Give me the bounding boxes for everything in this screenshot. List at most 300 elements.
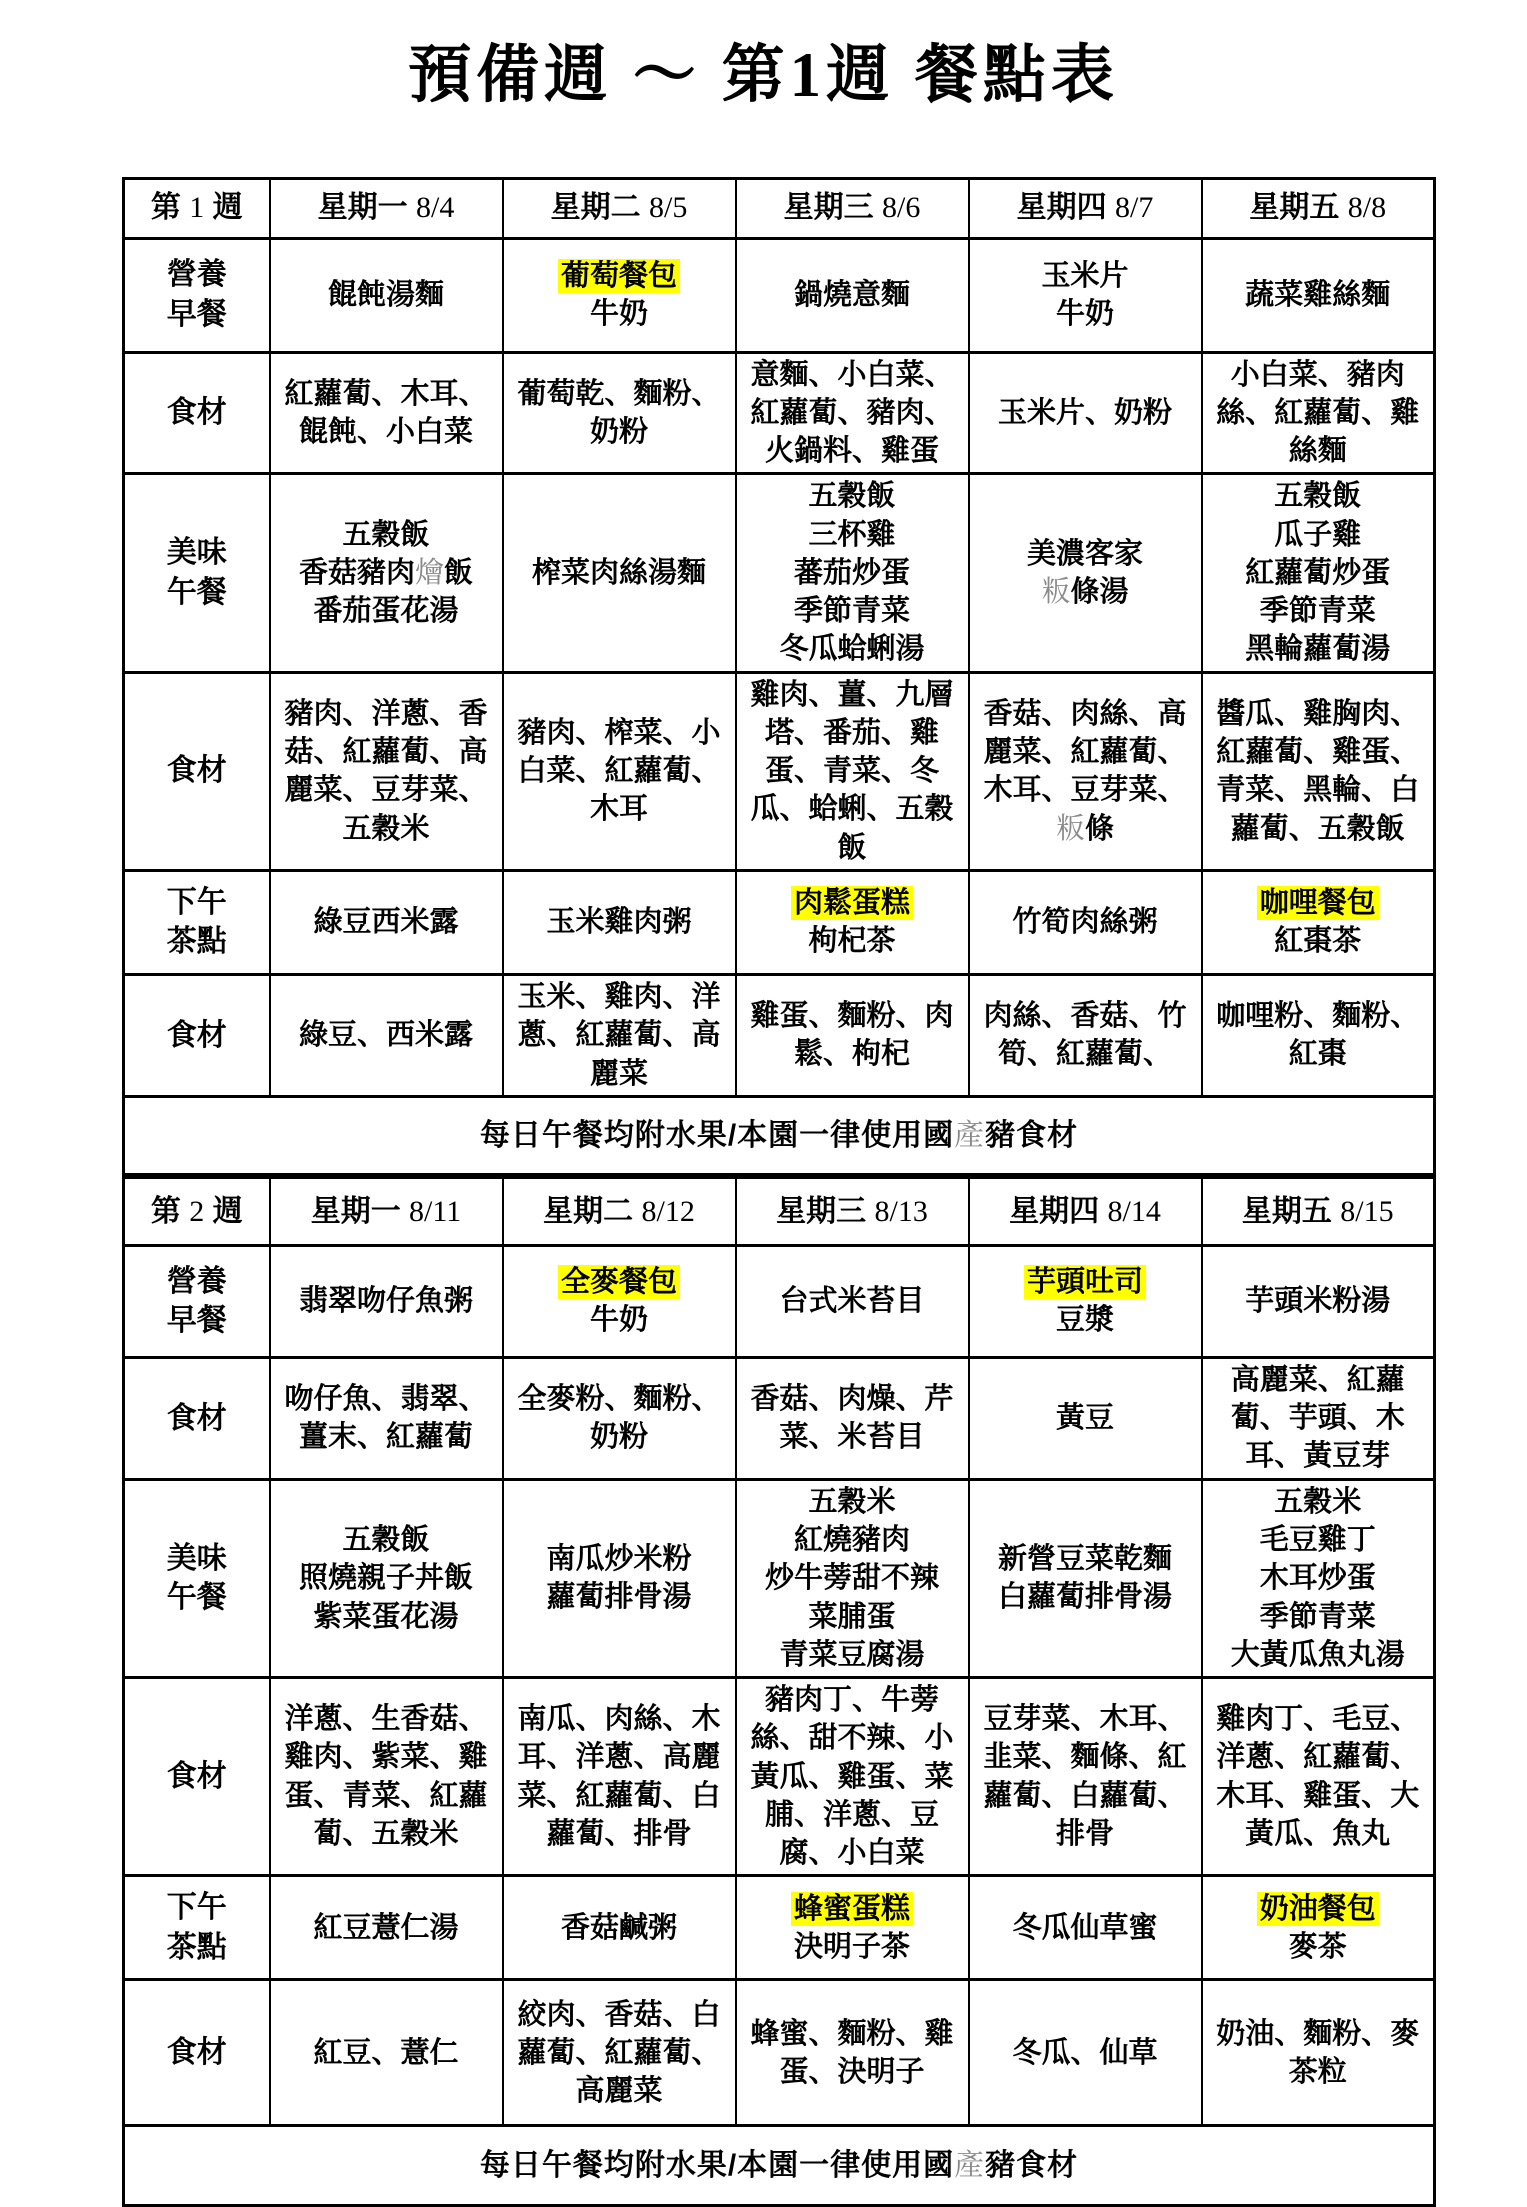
cell-line xyxy=(133,2033,261,2073)
text-segment: 麥茶 xyxy=(1288,1930,1347,1963)
highlighted-dish: 肉鬆蛋糕 xyxy=(791,886,913,920)
day-header-cell xyxy=(270,178,503,238)
cell-line xyxy=(745,1521,960,1559)
text-segment: 第 xyxy=(150,1194,181,1228)
text-segment: 小白菜、豬肉絲、紅蘿蔔、雞絲麵 xyxy=(1216,358,1420,468)
text-segment: 葡萄乾、麵粉、奶粉 xyxy=(517,377,721,448)
cell-line xyxy=(512,1700,727,1853)
text-segment: 五穀米 xyxy=(1274,1485,1362,1518)
alt-font-char: 產 xyxy=(954,1118,986,1152)
text-segment: 蘿蔔排骨湯 xyxy=(546,1581,692,1614)
note-row xyxy=(124,2126,1435,2206)
row-label-cell xyxy=(124,238,270,352)
cell-line xyxy=(133,573,261,613)
cell-line xyxy=(1211,356,1426,471)
ingredient-cell xyxy=(1202,974,1435,1096)
ingredient-cell xyxy=(503,974,736,1096)
meal-cell xyxy=(270,1245,503,1357)
day-date: 8/5 xyxy=(649,191,688,225)
cell-line xyxy=(1211,922,1426,960)
day-date: 8/12 xyxy=(641,1194,695,1228)
text-segment: 玉米、雞肉、洋蔥、紅蘿蔔、高麗菜 xyxy=(517,981,721,1090)
text-segment: 雞肉、薑、九層塔、番茄、雞蛋、青菜、冬瓜、蛤蜊、五穀飯 xyxy=(750,678,954,864)
cell-line xyxy=(978,394,1193,432)
text-segment: 季節青菜 xyxy=(793,595,910,628)
cell-line xyxy=(512,295,727,333)
cell-line xyxy=(745,276,960,314)
day-header-cell xyxy=(969,1177,1202,1245)
highlighted-dish: 全麥餐包 xyxy=(558,1265,680,1299)
text-segment: 豬肉丁、牛蒡絲、甜不辣、小黃瓜、雞蛋、菜脯、洋蔥、豆腐、小白菜 xyxy=(750,1684,954,1870)
highlighted-dish: 芋頭吐司 xyxy=(1024,1265,1146,1299)
cell-line xyxy=(745,1636,960,1674)
day-date: 8/7 xyxy=(1115,191,1154,225)
cell-line xyxy=(978,573,1193,611)
ingredient-cell xyxy=(969,1678,1202,1876)
meal-cell xyxy=(736,1245,969,1357)
cell-line xyxy=(745,1483,960,1521)
row-label-cell xyxy=(124,1245,270,1357)
cell-line xyxy=(1211,1521,1426,1559)
cell-line xyxy=(133,1262,261,1302)
ingredient-cell xyxy=(270,974,503,1096)
text-segment: 美味 xyxy=(166,1541,227,1575)
text-segment: 冬瓜仙草蜜 xyxy=(1012,1911,1158,1944)
ingredient-cell xyxy=(736,1678,969,1876)
cell-line xyxy=(745,1282,960,1320)
text-segment: 木耳炒蛋 xyxy=(1259,1562,1376,1595)
text-segment: 2 xyxy=(189,1194,205,1228)
text-segment: 紅蘿蔔炒蛋 xyxy=(1245,556,1391,589)
text-segment: 台式米苔目 xyxy=(779,1285,925,1318)
cell-line xyxy=(1211,1559,1426,1597)
cell-line xyxy=(512,1578,727,1616)
text-segment: 豬食材 xyxy=(985,2149,1079,2183)
meal-cell xyxy=(503,870,736,974)
day-header-cell xyxy=(503,1177,736,1245)
text-segment: 午餐 xyxy=(166,575,227,609)
text-segment: 每日午餐均附水果/本園一律使用國 xyxy=(479,2149,955,2183)
cell-line xyxy=(745,2015,960,2092)
ingredient-cell xyxy=(736,974,969,1096)
cell-line xyxy=(512,1540,727,1578)
meal-cell xyxy=(1202,474,1435,672)
cell-line xyxy=(745,1598,960,1636)
ingredient-cell xyxy=(969,1357,1202,1479)
note-row xyxy=(124,1096,1435,1174)
day-date: 8/14 xyxy=(1107,1194,1161,1228)
cell-line xyxy=(279,276,494,314)
text-segment: 下午 xyxy=(166,1891,227,1925)
cell-line xyxy=(279,1521,494,1559)
cell-line xyxy=(745,676,960,867)
cell-line xyxy=(512,978,727,1093)
cell-line xyxy=(978,1301,1193,1339)
breakfast-row xyxy=(124,238,1435,352)
ingredient-cell xyxy=(270,672,503,870)
text-segment: 竹筍肉絲粥 xyxy=(1012,906,1158,939)
cell-line xyxy=(978,257,1193,295)
cell-line xyxy=(745,1681,960,1872)
text-segment: 紫菜蛋花湯 xyxy=(313,1600,459,1633)
text-segment: 營養 xyxy=(166,1264,227,1298)
cell-line xyxy=(745,592,960,630)
meal-cell xyxy=(969,1479,1202,1677)
text-segment: 番茄蛋花湯 xyxy=(313,595,459,628)
text-segment: 紅豆、薏仁 xyxy=(313,2036,459,2069)
ingredient-cell xyxy=(736,1980,969,2126)
highlighted-dish: 葡萄餐包 xyxy=(558,259,680,293)
text-segment: 絞肉、香菇、白蘿蔔、紅蘿蔔、高麗菜 xyxy=(517,1998,721,2108)
text-segment: 季節青菜 xyxy=(1259,1600,1376,1633)
text-segment: 枸杞茶 xyxy=(808,925,896,958)
text-segment: 早餐 xyxy=(166,298,227,331)
meal-cell xyxy=(270,1479,503,1677)
cell-line xyxy=(133,751,261,791)
ingredient-cell xyxy=(1202,1678,1435,1876)
meal-cell xyxy=(270,870,503,974)
day-date: 8/15 xyxy=(1340,1194,1394,1228)
cell-line xyxy=(279,2034,494,2072)
cell-line xyxy=(512,1909,727,1947)
text-segment: 食材 xyxy=(166,2036,227,2070)
cell-line xyxy=(978,1540,1193,1578)
lunch-row xyxy=(124,474,1435,672)
cell-line xyxy=(279,1016,494,1054)
week2-menu-table xyxy=(122,1176,1436,2207)
text-segment: 食材 xyxy=(166,396,227,430)
meal-cell xyxy=(736,474,969,672)
cell-line xyxy=(745,884,960,922)
ingredient-cell xyxy=(736,1357,969,1479)
text-segment: 照燒親子丼飯 xyxy=(298,1562,473,1595)
cell-line xyxy=(279,1282,494,1320)
cell-line xyxy=(279,695,494,848)
cell-line xyxy=(1211,516,1426,554)
cell-line xyxy=(745,554,960,592)
tea-row xyxy=(124,1876,1435,1980)
ingredient-cell xyxy=(969,974,1202,1096)
cell-line xyxy=(512,375,727,452)
text-segment: 1 xyxy=(189,191,205,225)
cell-line xyxy=(978,295,1193,333)
ingredient-cell xyxy=(503,1678,736,1876)
ingredient-cell xyxy=(736,352,969,474)
text-segment: 奶油、麵粉、麥茶粒 xyxy=(1216,2017,1420,2088)
text-segment: 玉米片、奶粉 xyxy=(997,396,1172,429)
meal-cell xyxy=(503,1876,736,1980)
day-name: 星期四 xyxy=(1009,1194,1100,1228)
text-segment: 蕃茄炒蛋 xyxy=(793,556,910,589)
text-segment: 炒牛蒡甜不辣 xyxy=(764,1562,939,1595)
meal-cell xyxy=(969,474,1202,672)
meal-cell xyxy=(503,1479,736,1677)
cell-line xyxy=(978,997,1193,1074)
cell-line xyxy=(512,714,727,829)
text-segment: 瓜子雞 xyxy=(1274,518,1362,551)
meal-cell xyxy=(969,1876,1202,1980)
meal-cell xyxy=(736,870,969,974)
meal-cell xyxy=(1202,1479,1435,1677)
text-segment: 鍋燒意麵 xyxy=(793,278,910,311)
cell-line xyxy=(279,1598,494,1636)
text-segment: 綠豆西米露 xyxy=(313,906,459,939)
text-segment: 美味 xyxy=(166,536,227,570)
text-segment: 豆芽菜、木耳、韭菜、麵條、紅蘿蔔、白蘿蔔、排骨 xyxy=(983,1703,1187,1850)
row-label-cell xyxy=(124,1479,270,1677)
highlighted-dish: 蜂蜜蛋糕 xyxy=(791,1892,913,1926)
meal-cell xyxy=(270,474,503,672)
cell-line xyxy=(279,375,494,452)
note-cell xyxy=(124,2126,1435,2206)
tea-ingredients-row xyxy=(124,974,1435,1096)
meal-cell xyxy=(503,1245,736,1357)
lunch-row xyxy=(124,1479,1435,1677)
row-label-cell xyxy=(124,974,270,1096)
text-segment: 週 xyxy=(212,191,243,225)
text-segment: 食材 xyxy=(166,1401,227,1435)
day-name: 星期三 xyxy=(783,191,874,225)
cell-line xyxy=(978,1578,1193,1616)
cell-line xyxy=(279,1909,494,1947)
cell-line xyxy=(1211,630,1426,668)
cell-line xyxy=(279,592,494,630)
text-segment: 玉米片 xyxy=(1041,259,1129,292)
ingredient-cell xyxy=(270,1980,503,2126)
meal-cell xyxy=(1202,238,1435,352)
text-segment: 雞蛋、麵粉、肉鬆、枸杞 xyxy=(750,1000,954,1071)
ingredient-cell xyxy=(736,672,969,870)
cell-line xyxy=(1211,1890,1426,1928)
cell-line xyxy=(1211,997,1426,1074)
highlighted-dish: 咖哩餐包 xyxy=(1257,886,1379,920)
cell-line xyxy=(978,2034,1193,2072)
text-segment: 洋蔥、生香菇、雞肉、紫菜、雞蛋、青菜、紅蘿蔔、五穀米 xyxy=(284,1703,488,1850)
meal-cell xyxy=(1202,1245,1435,1357)
day-header-cell xyxy=(736,178,969,238)
text-segment: 牛奶 xyxy=(1055,298,1114,330)
cell-line xyxy=(133,1578,261,1618)
text-segment: 食材 xyxy=(166,1759,227,1793)
row-label-cell xyxy=(124,1980,270,2126)
text-segment: 黑輪蘿蔔湯 xyxy=(1245,633,1391,666)
cell-line xyxy=(279,554,494,592)
cell-line xyxy=(1211,2015,1426,2092)
cell-line xyxy=(1211,1928,1426,1966)
text-segment: 新營豆菜乾麵 xyxy=(997,1543,1172,1576)
meal-cell xyxy=(270,238,503,352)
text-segment: 香菇、肉燥、芹菜、米苔目 xyxy=(750,1383,954,1454)
day-name: 星期一 xyxy=(317,191,408,225)
text-segment: 綠豆、西米露 xyxy=(298,1019,473,1052)
week-label-cell xyxy=(124,1177,270,1245)
cell-line xyxy=(512,554,727,592)
text-segment: 食材 xyxy=(166,754,227,788)
cell-line xyxy=(512,1996,727,2111)
cell-line xyxy=(1211,1598,1426,1636)
cell-line xyxy=(1211,477,1426,515)
day-header-cell xyxy=(503,178,736,238)
alt-font-char: 燴 xyxy=(414,556,444,589)
text-segment: 午餐 xyxy=(166,1581,227,1615)
text-segment: 五穀米 xyxy=(808,1485,896,1518)
cell-line xyxy=(133,1301,261,1341)
cell-line xyxy=(1211,1282,1426,1320)
text-segment: 冬瓜蛤蜊湯 xyxy=(779,633,925,666)
cell-line xyxy=(133,295,261,335)
cell-line xyxy=(978,1700,1193,1853)
ingredient-cell xyxy=(503,672,736,870)
cell-line xyxy=(279,903,494,941)
tea-ingredients-row xyxy=(124,1980,1435,2126)
text-segment: 冬瓜、仙草 xyxy=(1012,2036,1158,2069)
meal-cell xyxy=(969,1245,1202,1357)
text-segment: 豬肉、洋蔥、香菇、紅蘿蔔、高麗菜、豆芽菜、五穀米 xyxy=(284,697,488,845)
ingredient-cell xyxy=(1202,672,1435,870)
text-segment: 白蘿蔔排骨湯 xyxy=(997,1581,1172,1614)
cell-line xyxy=(978,695,1193,848)
day-header-cell xyxy=(1202,178,1435,238)
text-segment: 下午 xyxy=(166,885,227,919)
cell-line xyxy=(133,883,261,923)
row-label-cell xyxy=(124,870,270,974)
cell-line xyxy=(978,1909,1193,1947)
ingredient-cell xyxy=(270,1678,503,1876)
day-name: 星期二 xyxy=(550,191,641,225)
day-header-cell xyxy=(1202,1177,1435,1245)
text-segment: 豬肉、榨菜、小白菜、紅蘿蔔、木耳 xyxy=(517,716,721,826)
day-date: 8/4 xyxy=(416,191,455,225)
cell-line xyxy=(512,257,727,295)
text-segment: 食材 xyxy=(166,1018,227,1052)
page-title: 預備週 ～ 第1週 餐點表 xyxy=(408,40,1119,110)
text-segment: 每日午餐均附水果/本園一律使用國 xyxy=(479,1118,955,1152)
cell-line xyxy=(133,1016,261,1056)
cell-line xyxy=(978,1399,1193,1437)
text-segment: 紅棗茶 xyxy=(1274,925,1362,958)
text-segment: 南瓜、肉絲、木耳、洋蔥、高麗菜、紅蘿蔔、白蘿蔔、排骨 xyxy=(517,1703,721,1850)
text-segment: 條湯 xyxy=(1070,575,1129,608)
highlighted-dish: 奶油餐包 xyxy=(1257,1892,1379,1926)
cell-line xyxy=(745,477,960,515)
text-segment: 紅燒豬肉 xyxy=(793,1524,910,1557)
text-segment: 季節青菜 xyxy=(1259,595,1376,628)
text-segment: 五穀飯 xyxy=(1274,480,1362,513)
text-segment: 第 xyxy=(150,191,181,225)
ingredient-cell xyxy=(503,1980,736,2126)
cell-line xyxy=(1211,276,1426,314)
meal-cell xyxy=(503,238,736,352)
cell-line xyxy=(745,630,960,668)
text-segment: 吻仔魚、翡翠、薑末、紅蘿蔔 xyxy=(284,1383,488,1454)
cell-line xyxy=(1211,1361,1426,1476)
meal-cell xyxy=(736,1479,969,1677)
cell-line xyxy=(745,356,960,471)
lunch-ingredients-row xyxy=(124,672,1435,870)
text-segment: 紅蘿蔔、木耳、餛飩、小白菜 xyxy=(284,377,488,448)
row-label-cell xyxy=(124,672,270,870)
alt-font-char: 粄 xyxy=(1041,575,1071,608)
cell-line xyxy=(512,1301,727,1339)
ingredient-cell xyxy=(969,672,1202,870)
day-name: 星期一 xyxy=(310,1194,401,1228)
text-segment: 意麵、小白菜、紅蘿蔔、豬肉、火鍋料、雞蛋 xyxy=(750,358,954,468)
day-name: 星期四 xyxy=(1016,191,1107,225)
week-label-cell xyxy=(124,178,270,238)
text-segment: 五穀飯 xyxy=(342,518,430,551)
text-segment: 南瓜炒米粉 xyxy=(546,1543,692,1576)
meal-cell xyxy=(736,1876,969,1980)
cell-line xyxy=(1211,554,1426,592)
cell-line xyxy=(279,1380,494,1457)
text-segment: 毛豆雞丁 xyxy=(1259,1524,1376,1557)
text-segment: 蜂蜜、麵粉、雞蛋、決明子 xyxy=(750,2017,954,2088)
day-date: 8/8 xyxy=(1347,191,1387,225)
day-header-cell xyxy=(736,1177,969,1245)
week-header-row xyxy=(124,178,1435,238)
text-segment: 高麗菜、紅蘿蔔、芋頭、木耳、黃豆芽 xyxy=(1230,1363,1405,1473)
text-segment: 豬食材 xyxy=(985,1118,1079,1152)
text-segment: 玉米雞肉粥 xyxy=(546,906,692,939)
ingredient-cell xyxy=(270,1357,503,1479)
breakfast-ingredients-row xyxy=(124,352,1435,474)
cell-line xyxy=(1211,1636,1426,1674)
cell-line xyxy=(133,922,261,962)
text-segment: 決明子茶 xyxy=(793,1930,910,1963)
day-date: 8/6 xyxy=(882,191,921,225)
text-segment: 香菇豬肉 xyxy=(298,556,415,589)
text-segment: 五穀飯 xyxy=(342,1524,430,1557)
cell-line xyxy=(1211,884,1426,922)
text-segment: 榨菜肉絲湯麵 xyxy=(531,556,706,589)
cell-line xyxy=(512,903,727,941)
cell-line xyxy=(1211,695,1426,848)
cell-line xyxy=(133,393,261,433)
cell-line xyxy=(745,1928,960,1966)
alt-font-char: 粄 xyxy=(1055,812,1085,845)
text-segment: 蔬菜雞絲麵 xyxy=(1245,278,1391,311)
cell-line xyxy=(745,922,960,960)
meal-cell xyxy=(969,870,1202,974)
meal-cell xyxy=(736,238,969,352)
day-name: 星期二 xyxy=(543,1194,634,1228)
ingredient-cell xyxy=(1202,1357,1435,1479)
cell-line xyxy=(133,255,261,295)
breakfast-row xyxy=(124,1245,1435,1357)
breakfast-ingredients-row xyxy=(124,1357,1435,1479)
meal-cell xyxy=(1202,870,1435,974)
ingredient-cell xyxy=(1202,352,1435,474)
cell-line xyxy=(745,516,960,554)
text-segment: 香菇、肉絲、高麗菜、紅蘿蔔、木耳、豆芽菜、 xyxy=(983,697,1187,807)
ingredient-cell xyxy=(503,352,736,474)
text-segment: 全麥粉、麵粉、奶粉 xyxy=(517,1383,721,1454)
ingredient-cell xyxy=(503,1357,736,1479)
row-label-cell xyxy=(124,474,270,672)
text-segment: 青菜豆腐湯 xyxy=(779,1638,925,1671)
text-segment: 肉絲、香菇、竹筍、紅蘿蔔、 xyxy=(983,1000,1187,1071)
text-segment: 茶點 xyxy=(166,925,227,959)
text-segment: 茶點 xyxy=(166,1930,227,1964)
cell-line xyxy=(133,1757,261,1797)
text-segment: 雞肉丁、毛豆、洋蔥、紅蘿蔔、木耳、雞蛋、大黃瓜、魚丸 xyxy=(1216,1703,1420,1850)
cell-line xyxy=(512,1380,727,1457)
cell-line xyxy=(133,1539,261,1579)
text-segment: 三杯雞 xyxy=(808,518,896,551)
day-name: 星期五 xyxy=(1241,1194,1332,1228)
text-segment: 五穀飯 xyxy=(808,480,896,513)
text-segment: 條 xyxy=(1085,812,1115,845)
